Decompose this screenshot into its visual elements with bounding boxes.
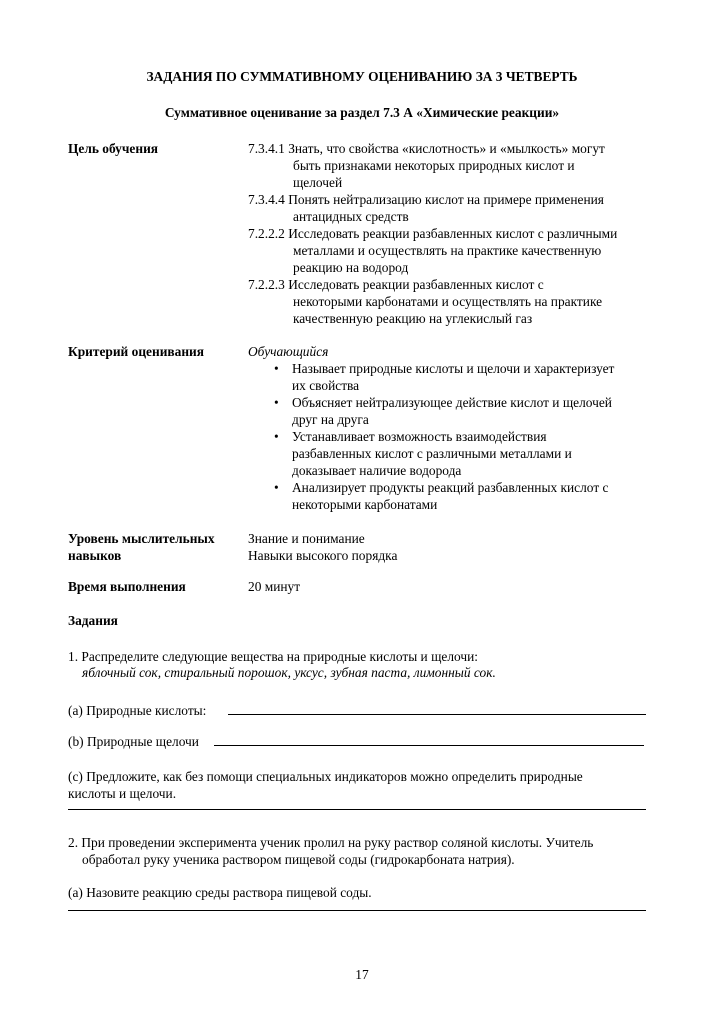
task1c-line: кислоты и щелочи. <box>68 786 177 801</box>
task2-text <box>68 834 593 868</box>
criteria-item <box>248 360 668 394</box>
objective-text: щелочей <box>293 175 343 190</box>
skills-label <box>68 530 215 564</box>
objective-code: 7.2.2.3 <box>248 277 285 292</box>
section-subtitle: Суммативное оценивание за раздел 7.3 А «Химические реакции» <box>164 105 560 120</box>
page-title: ЗАДАНИЯ ПО СУММАТИВНОМУ ОЦЕНИВАНИЮ ЗА 3 ЧЕТВЕРТЬ <box>146 69 578 84</box>
task1-prompt: 1. Распределите следующие вещества на природные кислоты и щелочи: <box>68 649 478 664</box>
criteria-item <box>248 394 668 428</box>
objective-item <box>248 225 668 276</box>
objective-text: реакцию на водород <box>293 260 409 275</box>
objective-text: качественную реакцию на углекислый газ <box>293 311 533 326</box>
task1c-line: (c) Предложите, как без помощи специальных индикаторов можно определить природные <box>68 769 583 784</box>
objective-text: Исследовать реакции разбавленных кислот с <box>288 277 544 292</box>
time-label: Время выполнения <box>68 579 186 594</box>
answer-line[interactable] <box>228 714 646 715</box>
criteria-text: друг на друга <box>292 412 369 427</box>
tasks-heading: Задания <box>68 613 118 628</box>
objective-text: Знать, что свойства «кислотность» и «мылкость» могут <box>288 141 605 156</box>
objective-code: 7.3.4.4 <box>248 192 285 207</box>
criteria-lead: Обучающийся <box>248 344 329 359</box>
skills-values <box>248 530 397 564</box>
task2-line: 2. При проведении эксперимента ученик пролил на руку раствор соляной кислоты. Учитель <box>68 835 594 850</box>
objective-item <box>248 191 668 225</box>
criteria-block <box>248 343 668 513</box>
criteria-text: разбавленных кислот с различными металлами и <box>292 446 572 461</box>
objective-code: 7.3.4.1 <box>248 141 285 156</box>
task1-substances: яблочный сок, стиральный порошок, уксус, зубная паста, лимонный сок. <box>82 665 496 680</box>
objective-item <box>248 276 668 327</box>
criteria-text: их свойства <box>292 378 360 393</box>
answer-line[interactable] <box>214 745 644 746</box>
objective-text: металлами и осуществлять на практике качественную <box>293 243 602 258</box>
objective-item <box>248 140 668 191</box>
criteria-label: Критерий оценивания <box>68 344 205 359</box>
task2-line: обработал руку ученика раствором пищевой соды (гидрокарбоната натрия). <box>82 852 515 867</box>
objectives-label: Цель обучения <box>68 141 159 156</box>
criteria-text: Называет природные кислоты и щелочи и характеризует <box>292 361 615 376</box>
criteria-text: доказывает наличие водорода <box>292 463 462 478</box>
task2a-label: (a) Назовите реакцию среды раствора пищевой соды. <box>68 885 372 900</box>
objective-text: быть признаками некоторых природных кислот и <box>293 158 575 173</box>
criteria-list <box>248 360 668 513</box>
objective-text: некоторыми карбонатами и осуществлять на практике <box>293 294 603 309</box>
answer-line[interactable] <box>68 809 646 810</box>
answer-line[interactable] <box>68 910 646 911</box>
objective-text: Исследовать реакции разбавленных кислот с различными <box>288 226 618 241</box>
task1a-label: (a) Природные кислоты: <box>68 703 207 718</box>
criteria-item <box>248 479 668 513</box>
criteria-text: Анализирует продукты реакций разбавленных кислот с <box>292 480 609 495</box>
criteria-text: некоторыми карбонатами <box>292 497 438 512</box>
criteria-text: Устанавливает возможность взаимодействия <box>292 429 547 444</box>
task1b-label: (b) Природные щелочи <box>68 734 199 749</box>
skills-label-line: Уровень мыслительных <box>68 531 215 546</box>
page-number: 17 <box>355 967 369 982</box>
objective-text: антацидных средств <box>293 209 409 224</box>
time-value: 20 минут <box>248 579 301 594</box>
criteria-item <box>248 428 668 479</box>
task1c-text <box>68 768 583 802</box>
objective-code: 7.2.2.2 <box>248 226 285 241</box>
skills-value: Навыки высокого порядка <box>248 548 398 563</box>
skills-value: Знание и понимание <box>248 531 365 546</box>
objective-text: Понять нейтрализацию кислот на примере применения <box>288 192 604 207</box>
skills-label-line: навыков <box>68 548 122 563</box>
criteria-text: Объясняет нейтрализующее действие кислот и щелочей <box>292 395 612 410</box>
objectives-list <box>248 140 668 327</box>
